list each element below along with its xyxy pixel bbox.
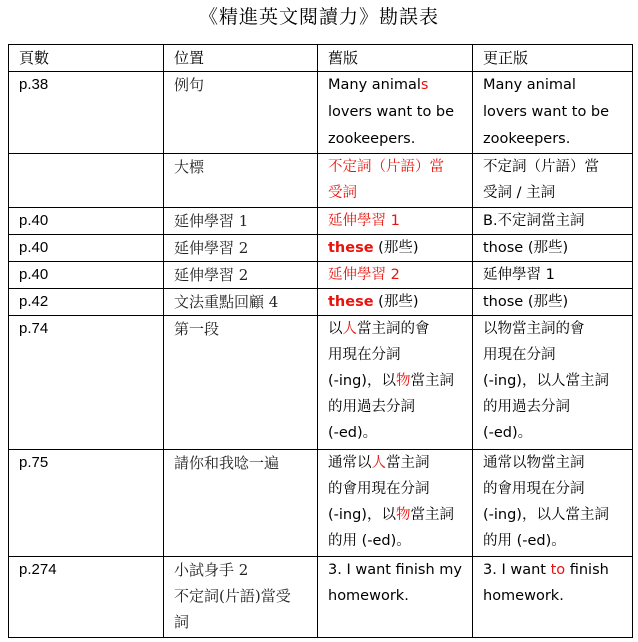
page-cell: p.40: [9, 262, 164, 289]
header-position: 位置: [164, 45, 318, 72]
old-text-line: 的用過去分詞: [328, 399, 415, 415]
position-cell: 第一段: [164, 316, 318, 450]
position-line: 小試身手 2: [174, 561, 249, 579]
old-text-part: (-ing)，以: [328, 373, 396, 389]
highlighted-error: 人: [371, 455, 386, 471]
highlighted-correction: to: [550, 562, 566, 578]
old-text-part: 當主詞: [386, 455, 430, 471]
corrected-version-cell: those (那些): [473, 289, 633, 316]
new-text-line: (-ing)，以人當主詞: [483, 507, 609, 523]
position-cell: 延伸學習 2: [164, 235, 318, 262]
new-text-line: 受詞 / 主詞: [483, 185, 556, 201]
old-text-part: 當主詞: [410, 373, 454, 389]
old-text-part: (-ing)，以: [328, 507, 396, 523]
corrected-version-cell: those (那些): [473, 235, 633, 262]
corrected-version-cell: [473, 154, 633, 208]
highlighted-error: 物: [395, 507, 411, 523]
highlighted-error: 人: [342, 321, 357, 337]
old-text-line: 的會用現在分詞: [328, 481, 430, 497]
position-cell: 延伸學習 2: [164, 262, 318, 289]
corrected-version-cell: [473, 450, 633, 557]
page-cell: p.38: [9, 72, 164, 154]
old-version-cell: [318, 316, 473, 450]
new-text-line: 的用 (-ed)。: [483, 533, 566, 549]
position-cell: 文法重點回顧 4: [164, 289, 318, 316]
table-header-row: [9, 45, 633, 72]
old-version-cell: [318, 235, 473, 262]
page-cell: p.74: [9, 316, 164, 450]
page-cell: p.75: [9, 450, 164, 557]
page-cell: [9, 154, 164, 208]
table-row: [9, 316, 633, 450]
header-corrected-version: 更正版: [473, 45, 633, 72]
table-row: [9, 154, 633, 208]
position-cell: 請你和我唸一遍: [164, 450, 318, 557]
old-version-cell: [318, 154, 473, 208]
old-text-line: lovers want to be: [328, 104, 455, 120]
old-text-part: 當主詞的會: [357, 321, 430, 337]
new-text-line: 通常以物當主詞: [483, 455, 585, 471]
new-text-line: 的用過去分詞: [483, 399, 570, 415]
position-cell: 例句: [164, 72, 318, 154]
position-cell: 大標: [164, 154, 318, 208]
header-old-version: 舊版: [318, 45, 473, 72]
table-row: [9, 262, 633, 289]
corrected-version-cell: 延伸學習 1: [473, 262, 633, 289]
corrected-version-cell: [473, 72, 633, 154]
old-text-line: (-ed)。: [328, 425, 378, 441]
old-version-cell: [318, 289, 473, 316]
old-version-cell: [318, 450, 473, 557]
page-cell: p.40: [9, 235, 164, 262]
page-cell: p.42: [9, 289, 164, 316]
corrected-version-cell: [473, 557, 633, 638]
new-text-part: finish: [565, 562, 609, 578]
errata-table: [8, 44, 633, 638]
position-cell: 延伸學習 1: [164, 208, 318, 235]
table-row: [9, 557, 633, 638]
new-text-line: 的會用現在分詞: [483, 481, 585, 497]
old-text-line: 的用 (-ed)。: [328, 533, 411, 549]
page-cell: p.40: [9, 208, 164, 235]
page-cell: p.274: [9, 557, 164, 638]
old-text-line: homework.: [328, 588, 409, 604]
old-text-line: 不定詞（片語）當: [328, 159, 444, 175]
old-text-line: zookeepers.: [328, 131, 416, 147]
new-text-part: 3. I want: [483, 562, 551, 578]
position-line: 詞: [174, 613, 190, 631]
old-text-part: 以: [328, 321, 343, 337]
old-version-cell: [318, 557, 473, 638]
new-text-line: Many animal: [483, 77, 576, 93]
new-text-line: 不定詞（片語）當: [483, 159, 599, 175]
new-text-line: 用現在分詞: [483, 347, 556, 363]
old-text-part: Many animal: [328, 77, 421, 93]
old-version-cell: [318, 72, 473, 154]
new-text-line: 以物當主詞的會: [483, 321, 585, 337]
header-page: 頁數: [9, 45, 164, 72]
highlighted-error: s: [420, 77, 429, 93]
old-text-line: 受詞: [328, 185, 357, 201]
old-text-part: 當主詞: [410, 507, 454, 523]
table-row: [9, 72, 633, 154]
old-text-line: 3. I want finish my: [328, 562, 462, 578]
corrected-version-cell: [473, 316, 633, 450]
new-text-line: (-ing)，以人當主詞: [483, 373, 609, 389]
highlighted-error: 物: [395, 373, 411, 389]
corrected-version-cell: B.不定詞當主詞: [473, 208, 633, 235]
table-row: [9, 208, 633, 235]
old-text-part: (那些): [373, 240, 419, 256]
highlighted-error: these: [328, 240, 374, 256]
table-row: [9, 235, 633, 262]
position-cell: [164, 557, 318, 638]
new-text-line: zookeepers.: [483, 131, 571, 147]
old-text-part: 通常以: [328, 455, 372, 471]
position-line: 不定詞(片語)當受: [174, 587, 291, 605]
highlighted-error: these: [328, 294, 374, 310]
old-version-cell: 延伸學習 1: [318, 208, 473, 235]
document-title: 《精進英文閱讀力》勘誤表: [198, 6, 439, 28]
new-text-line: (-ed)。: [483, 425, 533, 441]
old-version-cell: 延伸學習 2: [318, 262, 473, 289]
table-row: [9, 289, 633, 316]
old-text-line: 用現在分詞: [328, 347, 401, 363]
old-text-part: (那些): [373, 294, 419, 310]
new-text-line: homework.: [483, 588, 564, 604]
table-row: [9, 450, 633, 557]
new-text-line: lovers want to be: [483, 104, 610, 120]
